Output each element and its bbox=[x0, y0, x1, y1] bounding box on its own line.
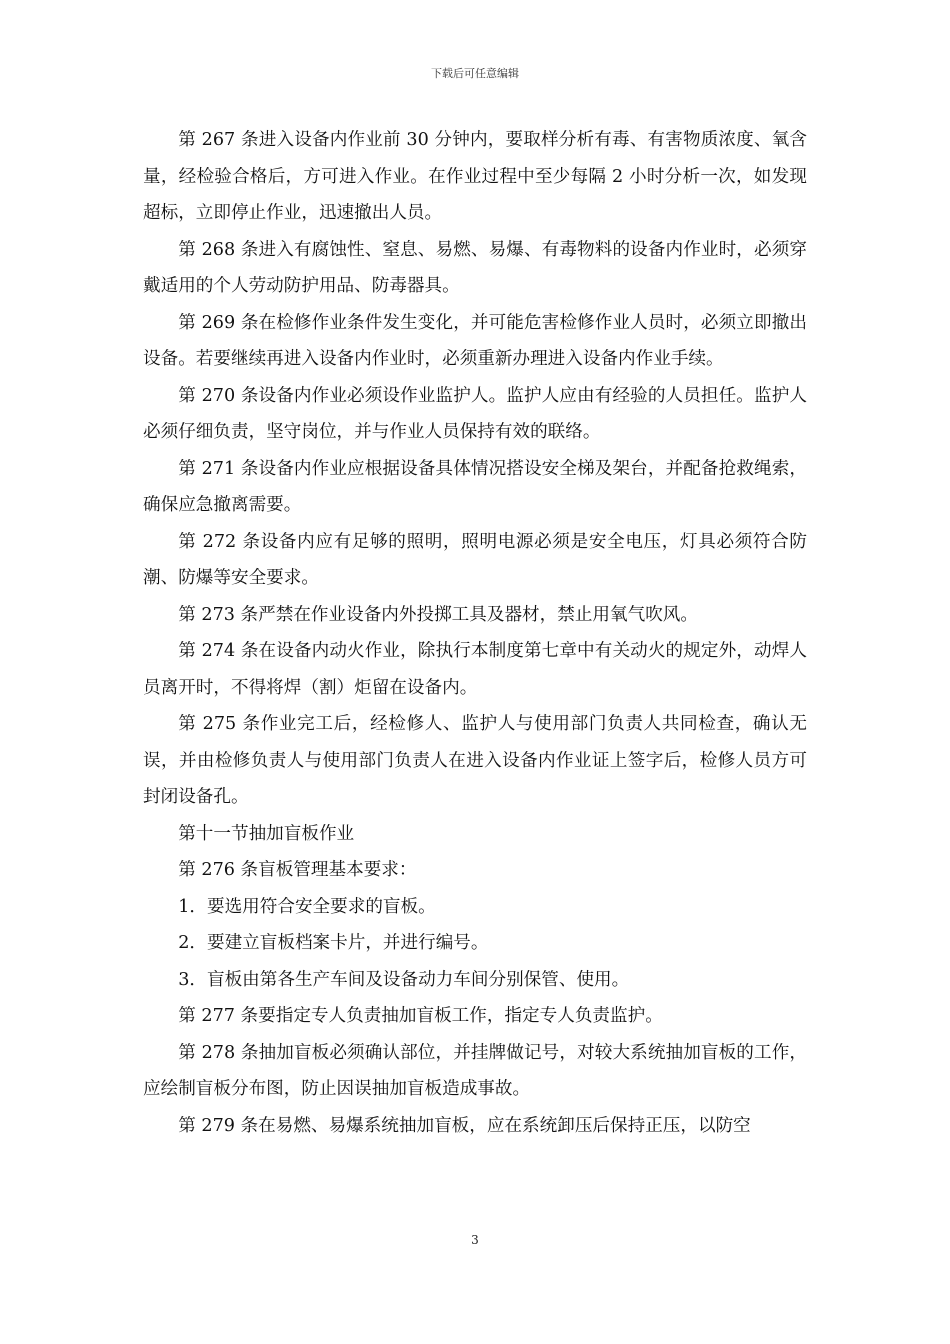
article-278: 第 278 条抽加盲板必须确认部位，并挂牌做记号，对较大系统抽加盲板的工作，应绘制盲板分布图，防止因误抽加盲板造成事故。 bbox=[143, 1042, 807, 1099]
article-274: 第 274 条在设备内动火作业，除执行本制度第七章中有关动火的规定外，动焊人员离开时，不得将焊（割）炬留在设备内。 bbox=[143, 641, 807, 698]
article-271: 第 271 条设备内作业应根据设备具体情况搭设安全梯及架台，并配备抢救绳索，确保应急撤离需要。 bbox=[143, 458, 807, 515]
section-heading: 第十一节抽加盲板作业 bbox=[178, 823, 355, 844]
article-277: 第 277 条要指定专人负责抽加盲板工作，指定专人负责监护。 bbox=[178, 1006, 663, 1026]
article-268: 第 268 条进入有腐蚀性、窒息、易燃、易爆、有毒物料的设备内作业时，必须穿戴适用的个人劳动防护用品、防毒器具。 bbox=[143, 239, 807, 296]
list-item: 3．盲板由第各生产车间及设备动力车间分别保管、使用。 bbox=[178, 969, 630, 990]
article-279: 第 279 条在易燃、易爆系统抽加盲板，应在系统卸压后保持正压，以防空 bbox=[178, 1115, 751, 1136]
article-275: 第 275 条作业完工后，经检修人、监护人与使用部门负责人共同检查，确认无误，并由检修负责人与使用部门负责人在进入设备内作业证上签字后，检修人员方可封闭设备孔。 bbox=[143, 714, 807, 807]
article-270: 第 270 条设备内作业必须设作业监护人。监护人应由有经验的人员担任。监护人必须仔细负责，坚守岗位，并与作业人员保持有效的联络。 bbox=[143, 385, 807, 442]
article-269: 第 269 条在检修作业条件发生变化，并可能危害检修作业人员时，必须立即撤出设备。若要继续再进入设备内作业时，必须重新办理进入设备内作业手续。 bbox=[143, 312, 807, 369]
page-header: 下载后可任意编辑 bbox=[431, 67, 519, 80]
list-item: 1．要选用符合安全要求的盲板。 bbox=[178, 896, 436, 917]
article-273: 第 273 条严禁在作业设备内外投掷工具及器材，禁止用氧气吹风。 bbox=[178, 604, 698, 625]
article-267: 第 267 条进入设备内作业前 30 分钟内，要取样分析有毒、有害物质浓度、氧含量，经检验合格后，方可进入作业。在作业过程中至少每隔 2 小时分析一次，如发现超标，立即停止作业，迅速撤出人员。 bbox=[143, 130, 807, 223]
page-number: 3 bbox=[471, 1233, 479, 1247]
document-body bbox=[143, 122, 807, 1144]
article-272: 第 272 条设备内应有足够的照明，照明电源必须是安全电压，灯具必须符合防潮、防爆等安全要求。 bbox=[143, 531, 807, 588]
list-item: 2．要建立盲板档案卡片，并进行编号。 bbox=[178, 933, 489, 953]
article-276: 第 276 条盲板管理基本要求： bbox=[178, 860, 417, 880]
